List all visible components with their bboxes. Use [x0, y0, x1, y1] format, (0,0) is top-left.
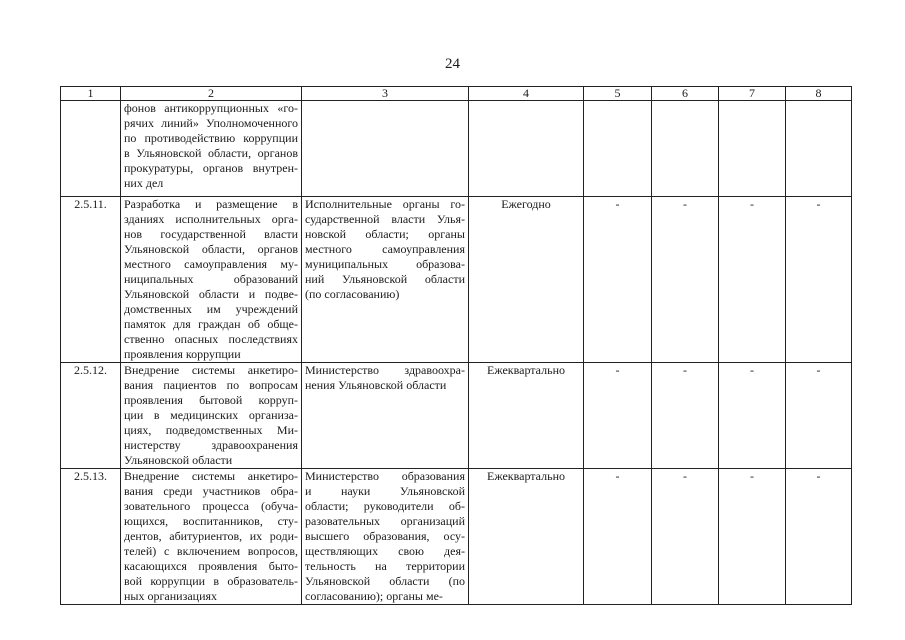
funding-cell: - [652, 197, 719, 363]
funding-cell [719, 101, 786, 197]
text-line: (по согласованию) [305, 287, 400, 301]
text-line: ющихся, воспитанников, сту- [124, 514, 298, 528]
text-line: проявления коррупции [124, 347, 241, 361]
text-line: разовательных организаций [305, 514, 465, 528]
measure-description [121, 469, 302, 605]
execution-term [469, 101, 584, 197]
measure-description [121, 197, 302, 363]
text-line: местного самоуправления му- [124, 257, 298, 271]
funding-cell: - [584, 363, 652, 469]
funding-cell: - [719, 363, 786, 469]
funding-cell: - [786, 197, 852, 363]
text-line: Министерство образования [305, 469, 465, 483]
funding-cell [584, 101, 652, 197]
text-line: них дел [124, 176, 164, 190]
funding-cell [652, 101, 719, 197]
table-row [61, 101, 852, 197]
responsible-executors [302, 469, 469, 605]
text-line: Ульяновской области (по [305, 574, 465, 588]
text-line: согласованию); органы ме- [305, 589, 443, 603]
measure-description [121, 363, 302, 469]
text-line: дентов, абитуриентов, их роди- [124, 529, 298, 543]
text-line: вания пациентов по вопросам [124, 378, 298, 392]
column-header: 4 [469, 87, 584, 101]
text-line: Ульяновской области [124, 453, 233, 467]
funding-cell: - [786, 363, 852, 469]
item-number: 2.5.13. [61, 469, 121, 605]
page-number: 24 [445, 56, 460, 72]
text-line: ществляющих свою дея- [305, 544, 465, 558]
column-header: 7 [719, 87, 786, 101]
text-line: сударственной власти Улья- [305, 212, 465, 226]
text-line: телей) с включением вопросов, [124, 544, 298, 558]
text-line: фонов антикоррупционных «го- [124, 101, 298, 115]
text-line: в Ульяновской области, органов [124, 146, 298, 160]
text-line: зданиях исполнительных орга- [124, 212, 298, 226]
responsible-executors [302, 363, 469, 469]
text-line: Разработка и размещение в [124, 197, 298, 211]
text-line: касающихся проявления быто- [124, 559, 298, 573]
text-line: циях, подведомственных Ми- [124, 423, 298, 437]
funding-cell: - [719, 197, 786, 363]
table-row [61, 363, 852, 469]
funding-cell: - [652, 363, 719, 469]
text-line: вания среди участников обра- [124, 484, 298, 498]
column-header: 3 [302, 87, 469, 101]
text-line: ных организациях [124, 589, 218, 603]
funding-cell: - [584, 197, 652, 363]
execution-term: Ежегодно [469, 197, 584, 363]
text-line: по противодействию коррупции [124, 131, 298, 145]
text-line: и науки Ульяновской [305, 484, 465, 498]
funding-cell: - [786, 469, 852, 605]
text-line: нов государственной власти [124, 227, 298, 241]
text-line: Исполнительные органы го- [305, 197, 465, 211]
text-line: муниципальных образова- [305, 257, 465, 271]
text-line: зовательного процесса (обуча- [124, 499, 298, 513]
text-line: нистерству здравоохранения [124, 438, 298, 452]
item-number: 2.5.11. [61, 197, 121, 363]
column-header: 8 [786, 87, 852, 101]
column-header: 6 [652, 87, 719, 101]
text-line: области; руководители об- [305, 499, 465, 513]
measure-description [121, 101, 302, 197]
text-line: местного самоуправления [305, 242, 465, 256]
text-line: памяток для граждан об обще- [124, 317, 298, 331]
text-line: Ульяновской области и подве- [124, 287, 298, 301]
text-line: проявления бытовой корруп- [124, 393, 298, 407]
column-number-row [61, 87, 852, 101]
funding-cell: - [719, 469, 786, 605]
column-header: 1 [61, 87, 121, 101]
text-line: Внедрение системы анкетиро- [124, 469, 298, 483]
text-line: Ульяновской области, органов [124, 242, 298, 256]
funding-cell: - [584, 469, 652, 605]
execution-term: Ежеквартально [469, 363, 584, 469]
item-number [61, 101, 121, 197]
table-row [61, 197, 852, 363]
funding-cell: - [652, 469, 719, 605]
text-line: домственных им учреждений [124, 302, 298, 316]
column-header: 2 [121, 87, 302, 101]
responsible-executors [302, 101, 469, 197]
item-number: 2.5.12. [61, 363, 121, 469]
column-header: 5 [584, 87, 652, 101]
text-line: тельность на территории [305, 559, 465, 573]
measures-table [60, 86, 852, 605]
text-line: Министерство здравоохра- [305, 363, 465, 377]
responsible-executors [302, 197, 469, 363]
text-line: ции в медицинских организа- [124, 408, 298, 422]
funding-cell [786, 101, 852, 197]
text-line: рячих линий» Уполномоченного [124, 116, 298, 130]
text-line: новской области; органы [305, 227, 465, 241]
text-line: прокуратуры, органов внутрен- [124, 161, 298, 175]
text-line: Внедрение системы анкетиро- [124, 363, 298, 377]
execution-term: Ежеквартально [469, 469, 584, 605]
text-line: высшего образования, осу- [305, 529, 465, 543]
text-line: ниципальных образований [124, 272, 298, 286]
text-line: вой коррупции в образователь- [124, 574, 298, 588]
text-line: ний Ульяновской области [305, 272, 465, 286]
text-line: ственно опасных последствиях [124, 332, 298, 346]
table-row [61, 469, 852, 605]
text-line: нения Ульяновской области [305, 378, 447, 392]
